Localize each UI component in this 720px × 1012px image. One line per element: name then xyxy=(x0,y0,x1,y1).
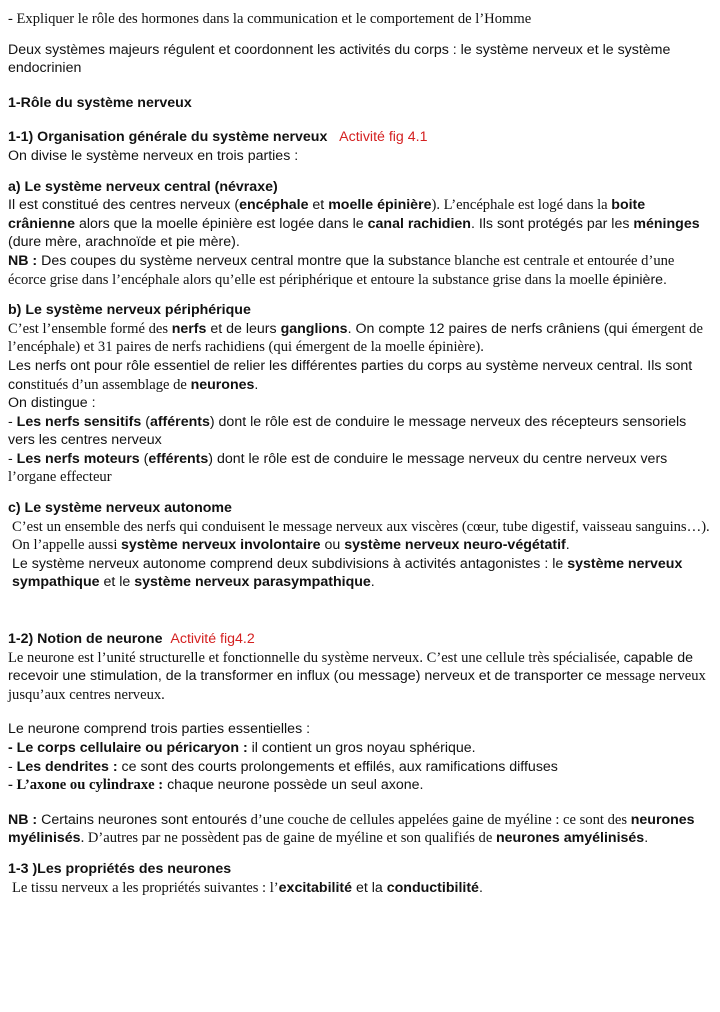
neuron-properties-text: Le tissu nerveux a les propriétés suivantes : l’excitabilité et la conductibilité. xyxy=(12,879,483,896)
subsection-1-1-lead: On divise le système nerveux en trois parties : xyxy=(8,147,299,164)
intro-paragraph: Deux systèmes majeurs régulent et coordonnent les activités du corps : le système nerveux et le système endocrinien xyxy=(8,41,671,77)
neuron-parts-lead: Le neurone comprend trois parties essentielles : xyxy=(8,721,311,738)
subsection-1-1-heading: 1-1) Organisation générale du système nerveux xyxy=(8,129,328,146)
neuron-part-cell-body: - Le corps cellulaire ou péricaryon : il contient un gros noyau sphérique. xyxy=(8,740,476,756)
neuron-part-axon: - L’axone ou cylindraxe : chaque neurone possède un seul axone. xyxy=(8,777,424,794)
activity-fig-4-2: Activité fig4.2 xyxy=(170,631,255,648)
neuron-definition: Le neurone est l’unité structurelle et fonctionnelle du système nerveux. C’est une cellule très spécialisée, capable de recevoir une stimulation, de la transformer en influx (ou message) nerveux et de transporter ce message nerveux jusqu’aux centres nerveux. xyxy=(8,649,706,703)
peripheral-nervous-system-title: b) Le système nerveux périphérique xyxy=(8,302,251,319)
subsection-1-2-heading: 1-2) Notion de neurone xyxy=(8,631,163,648)
neuron-part-dendrites: - Les dendrites : ce sont des courts prolongements et effilés, aux ramifications diffuses xyxy=(8,758,558,775)
central-nervous-system-title: a) Le système nerveux central (névraxe) xyxy=(8,178,278,195)
central-nervous-system-text: Il est constitué des centres nerveux (encéphale et moelle épinière). L’encéphale est logé dans la boite crânienne alors que la moelle épinière est logée dans le canal rachidien. Ils sont protégés par les méninges (dure mère, arachnoïde et pie mère). xyxy=(8,197,700,251)
autonomic-nervous-system-text: C’est un ensemble des nerfs qui conduisent le message nerveux aux viscères (cœur, tube digestif, vaisseau sanguins…). On l’appelle aussi système nerveux involontaire ou système nerveux neuro-végétatif. xyxy=(12,518,710,554)
section-1-title: 1-Rôle du système nerveux xyxy=(8,94,192,111)
motor-nerves-item: - Les nerfs moteurs (efférents) dont le rôle est de conduire le message nerveux du centre nerveux vers l’organe effecteur xyxy=(8,450,668,486)
subsection-1-3-title: 1-3 )Les propriétés des neurones xyxy=(8,860,232,877)
subsection-1-2-title xyxy=(8,630,712,649)
activity-fig-4-1: Activité fig 4.1 xyxy=(339,129,428,146)
autonomic-subdivisions: Le système nerveux autonome comprend deux subdivisions à activités antagonistes : le système nerveux sympathique et le système nerveux parasympathique. xyxy=(12,555,683,591)
peripheral-nerves-role: Les nerfs ont pour rôle essentiel de relier les différentes parties du corps au système nerveux central. Ils sont constitués d’un assemblage de neurones. xyxy=(8,357,693,393)
peripheral-nervous-system-text: C’est l’ensemble formé des nerfs et de leurs ganglions. On compte 12 paires de nerfs crâniens (qui émergent de l’encéphale) et 31 paires de nerfs rachidiens (qui émergent de la moelle épinière). xyxy=(8,320,703,356)
central-nb-note: NB : Des coupes du système nerveux central montre que la substance blanche est centrale et entourée d’une écorce grise dans l’encéphale alors qu’elle est périphérique et entoure la substance grise dans la moelle épinière. xyxy=(8,252,675,288)
myelin-nb-note: NB : Certains neurones sont entourés d’une couche de cellules appelées gaine de myéline : ce sont des neurones myélinisés. D’autres par ne possèdent pas de gaine de myéline et son qualifiés de neurones amyélinisés. xyxy=(8,811,695,847)
autonomic-nervous-system-title: c) Le système nerveux autonome xyxy=(8,500,232,517)
distinguish-lead: On distingue : xyxy=(8,395,96,412)
subsection-1-1-title xyxy=(8,128,712,147)
sensory-nerves-item: - Les nerfs sensitifs (afférents) dont le rôle est de conduire le message nerveux des récepteurs sensoriels vers les centres nerveux xyxy=(8,413,687,449)
objective-line: - Expliquer le rôle des hormones dans la communication et le comportement de l’Homme xyxy=(8,11,532,27)
